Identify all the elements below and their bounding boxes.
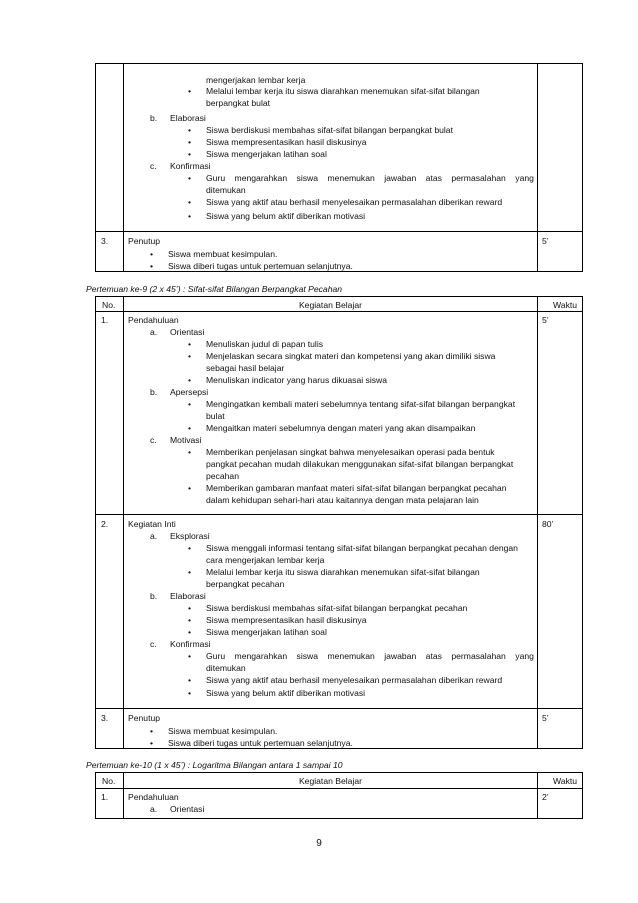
list-text: Siswa yang belum aktif diberikan motivasi (206, 688, 366, 698)
bullet: • (188, 86, 192, 96)
bullet: • (188, 447, 192, 457)
sub-heading: Eksplorasi (170, 531, 210, 541)
list-text: Siswa mengerjakan latihan soal (206, 627, 327, 637)
list-text: Menuliskan judul di papan tulis (206, 339, 324, 349)
justified-line: Guru mengarahkan siswa menemukan jawaban atas permasalahan yang (206, 651, 534, 661)
row-title: Pendahuluan (128, 315, 179, 325)
list-text: Siswa yang aktif atau berhasil menyelesaikan permasalahan diberikan reward (206, 675, 503, 685)
col-divider (537, 63, 538, 272)
sub-letter: a. (150, 327, 158, 337)
sub-heading: Motivasi (170, 435, 202, 445)
list-text: dalam kehidupan sehari-hari atau kaitannya dengan mata pelajaran lain (206, 495, 479, 505)
list-text: Mengingatkan kembali materi sebelumnya tentang sifat-sifat bilangan berpangkat (206, 399, 516, 409)
row-title: Pendahuluan (128, 792, 179, 802)
justified-line: Guru mengarahkan siswa menemukan jawaban atas permasalahan yang (206, 173, 534, 183)
bullet: • (188, 675, 192, 685)
bullet: • (188, 197, 192, 207)
meeting-10-caption: Pertemuan ke-10 (1 x 45’) : Logaritma Bilangan antara 1 sampai 10 (86, 760, 343, 770)
bullet: • (188, 351, 192, 361)
sub-letter: a. (150, 804, 158, 814)
row-title: Kegiatan Inti (128, 519, 176, 529)
list-text: cara mengerjakan lembar kerja (206, 555, 325, 565)
list-text: bulat (206, 411, 225, 421)
list-text: Siswa membuat kesimpulan. (168, 249, 278, 259)
list-text: berpangkat bulat (206, 98, 271, 108)
bullet: • (188, 339, 192, 349)
row-number: 3. (101, 713, 109, 723)
bullet: • (150, 261, 154, 271)
row-divider (95, 514, 583, 515)
page-number: 9 (316, 838, 322, 849)
list-text: sebagai hasil belajar (206, 363, 285, 373)
bullet: • (188, 567, 192, 577)
row-time: 5’ (542, 315, 549, 325)
bullet: • (188, 211, 192, 221)
list-text: Siswa mempresentasikan hasil diskusinya (206, 615, 367, 625)
list-text: Siswa yang belum aktif diberikan motivasi (206, 211, 366, 221)
list-text: ditemukan (206, 185, 246, 195)
list-text: Mengaitkan materi sebelumnya dengan materi yang akan disampaikan (206, 423, 476, 433)
list-text: ditemukan (206, 663, 246, 673)
col-divider (123, 63, 124, 272)
list-text: Siswa diberi tugas untuk pertemuan selanjutnya. (168, 738, 353, 748)
list-text: Siswa berdiskusi membahas sifat-sifat bilangan berpangkat pecahan (206, 603, 468, 613)
list-text: Melalui lembar kerja itu siswa diarahkan menemukan sifat-sifat bilangan (206, 567, 480, 577)
list-text: Siswa berdiskusi membahas sifat-sifat bilangan berpangkat bulat (206, 125, 453, 135)
sub-letter: b. (150, 591, 158, 601)
row-divider (95, 311, 583, 312)
bullet: • (188, 173, 192, 183)
bullet: • (150, 726, 154, 736)
list-text: Siswa mempresentasikan hasil diskusinya (206, 137, 367, 147)
sub-letter: a. (150, 531, 158, 541)
list-text: Siswa yang aktif atau berhasil menyelesaikan permasalahan diberikan reward (206, 197, 503, 207)
row-time: 5’ (542, 713, 549, 723)
bullet: • (188, 483, 192, 493)
row-divider (95, 708, 583, 709)
bullet: • (188, 125, 192, 135)
bullet: • (188, 399, 192, 409)
bullet: • (188, 651, 192, 661)
list-text: pangkat pecahan mudah dilakukan menggunakan sifat-sifat bilangan berpangkat (206, 459, 514, 469)
bullet: • (188, 543, 192, 553)
row-title: Penutup (128, 236, 161, 246)
list-text: Siswa membuat kesimpulan. (168, 726, 278, 736)
row-number: 2. (101, 519, 109, 529)
sub-letter: b. (150, 113, 158, 123)
list-text: berpangkat pecahan (206, 579, 285, 589)
bullet: • (188, 149, 192, 159)
sub-letter: c. (150, 435, 157, 445)
col-divider (123, 296, 124, 749)
list-text: mengerjakan lembar kerja (206, 75, 306, 85)
row-number: 3. (101, 236, 109, 246)
sub-heading: Orientasi (170, 327, 205, 337)
meeting-9-caption: Pertemuan ke-9 (2 x 45’) : Sifat-sifat Bilangan Berpangkat Pecahan (86, 284, 343, 294)
header-no: No. (102, 300, 116, 310)
bullet: • (150, 249, 154, 259)
list-text: Menjelaskan secara singkat materi dan kompetensi yang akan dimiliki siswa (206, 351, 496, 361)
row-time: 80’ (542, 519, 554, 529)
bullet: • (150, 738, 154, 748)
list-text: Memberikan gambaran manfaat materi sifat-sifat bilangan berpangkat pecahan (206, 483, 507, 493)
bullet: • (188, 615, 192, 625)
sub-letter: c. (150, 161, 157, 171)
sub-letter: b. (150, 387, 158, 397)
bullet: • (188, 137, 192, 147)
sub-heading: Apersepsi (170, 387, 209, 397)
sub-heading: Elaborasi (170, 113, 206, 123)
row-divider (95, 231, 583, 232)
list-text: Siswa diberi tugas untuk pertemuan selanjutnya. (168, 261, 353, 271)
bullet: • (188, 627, 192, 637)
row-divider (95, 788, 583, 789)
row-time: 5’ (542, 236, 549, 246)
header-time: Waktu (553, 776, 578, 786)
bullet: • (188, 423, 192, 433)
header-activity: Kegiatan Belajar (298, 300, 363, 310)
col-divider (537, 772, 538, 819)
header-activity: Kegiatan Belajar (298, 776, 363, 786)
sub-letter: c. (150, 639, 157, 649)
list-text: Menuliskan indicator yang harus dikuasai siswa (206, 375, 388, 385)
sub-heading: Konfirmasi (170, 639, 211, 649)
row-number: 1. (101, 315, 109, 325)
bullet: • (188, 688, 192, 698)
col-divider (537, 296, 538, 749)
header-no: No. (102, 776, 116, 786)
list-text: Siswa mengerjakan latihan soal (206, 149, 327, 159)
list-text: Melalui lembar kerja itu siswa diarahkan menemukan sifat-sifat bilangan (206, 86, 480, 96)
list-text: Siswa menggali informasi tentang sifat-sifat bilangan berpangkat pecahan dengan (206, 543, 518, 553)
list-text: pecahan (206, 471, 239, 481)
sub-heading: Elaborasi (170, 591, 206, 601)
header-time: Waktu (553, 300, 578, 310)
bullet: • (188, 603, 192, 613)
list-text: Memberikan penjelasan singkat bahwa menyelesaikan operasi pada bentuk (206, 447, 495, 457)
bullet: • (188, 375, 192, 385)
row-time: 2’ (542, 792, 549, 802)
row-number: 1. (101, 792, 109, 802)
row-title: Penutup (128, 713, 161, 723)
sub-heading: Konfirmasi (170, 161, 211, 171)
sub-heading: Orientasi (170, 804, 205, 814)
